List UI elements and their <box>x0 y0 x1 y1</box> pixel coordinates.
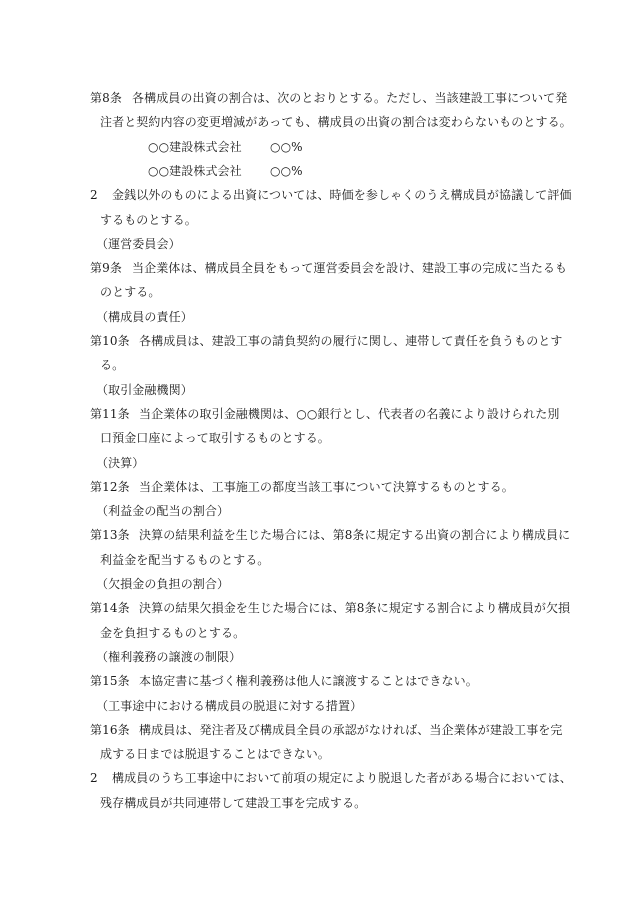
article-line <box>90 187 572 203</box>
section-heading: （利益金の配当の割合） <box>96 504 230 518</box>
article-text: 構成員のうち工事途中において前項の規定により脱退した者がある場合においては、 <box>112 771 572 785</box>
article-number: 第13条 <box>90 528 130 542</box>
section-heading: （権利義務の譲渡の制限） <box>96 650 242 664</box>
article-number: 第15条 <box>90 674 130 688</box>
section-heading: （構成員の責任） <box>96 310 193 324</box>
article-text: 当企業体の取引金融機関は、○○銀行とし、代表者の名義により設けられた別 <box>139 407 560 421</box>
article-line <box>90 770 572 786</box>
article-text: 金銭以外のものによる出資については、時価を参しゃくのうえ構成員が協議して評価 <box>112 188 572 202</box>
article-line <box>90 90 567 106</box>
section-heading: （運営委員会） <box>96 237 181 251</box>
article-number: 第14条 <box>90 601 130 615</box>
article-text: 構成員は、発注者及び構成員全員の承認がなければ、当企業体が建設工事を完 <box>139 723 563 737</box>
article-text: 各構成員の出資の割合は、次のとおりとする。ただし、当該建設工事について発 <box>132 91 568 105</box>
article-line <box>90 673 478 689</box>
article-line <box>90 406 559 422</box>
article-text: 本協定書に基づく権利義務は他人に譲渡することはできない。 <box>139 674 478 688</box>
section-heading: （欠損金の負担の割合） <box>96 577 230 591</box>
continuation-line: る。 <box>100 358 125 372</box>
company-name: ○○建設株式会社 <box>148 140 242 154</box>
article-text: 当企業体は、工事施工の都度当該工事について決算するものとする。 <box>139 480 514 494</box>
article-number: 2 <box>90 771 98 785</box>
continuation-line: のとする。 <box>100 285 161 299</box>
article-text: 決算の結果欠損金を生じた場合には、第8条に規定する割合により構成員が欠損 <box>139 601 571 615</box>
section-heading: （決算） <box>96 456 145 470</box>
article-text: 当企業体は、構成員全員をもって運営委員会を設け、建設工事の完成に当たるも <box>132 261 568 275</box>
continuation-line: 成する日までは脱退することはできない。 <box>100 747 330 761</box>
company-share: ○○% <box>270 140 303 154</box>
article-line <box>90 722 563 738</box>
continuation-line: するものとする。 <box>100 213 197 227</box>
article-number: 第12条 <box>90 480 130 494</box>
continuation-line: 注者と契約内容の変更増減があっても、構成員の出資の割合は変わらないものとする。 <box>100 115 572 129</box>
article-line <box>90 333 563 349</box>
article-number: 第11条 <box>90 407 130 421</box>
article-number: 第8条 <box>90 91 122 105</box>
article-number: 第10条 <box>90 334 130 348</box>
continuation-line: 金を負担するものとする。 <box>100 626 246 640</box>
company-name: ○○建設株式会社 <box>148 164 242 178</box>
article-line <box>90 527 570 543</box>
article-number: 第16条 <box>90 723 130 737</box>
continuation-line: 残存構成員が共同連帯して建設工事を完成する。 <box>100 796 367 810</box>
continuation-line: 口預金口座によって取引するものとする。 <box>100 431 330 445</box>
article-line <box>90 600 570 616</box>
section-heading: （取引金融機関） <box>96 383 193 397</box>
section-heading: （工事途中における構成員の脱退に対する措置） <box>96 699 363 713</box>
article-line <box>90 260 567 276</box>
article-number: 第9条 <box>90 261 122 275</box>
article-number: 2 <box>90 188 98 202</box>
article-line <box>90 479 514 495</box>
article-text: 各構成員は、建設工事の請負契約の履行に関し、連帯して責任を負うものとす <box>139 334 563 348</box>
company-share: ○○% <box>270 164 303 178</box>
continuation-line: 利益金を配当するものとする。 <box>100 553 270 567</box>
article-text: 決算の結果利益を生じた場合には、第8条に規定する出資の割合により構成員に <box>139 528 571 542</box>
